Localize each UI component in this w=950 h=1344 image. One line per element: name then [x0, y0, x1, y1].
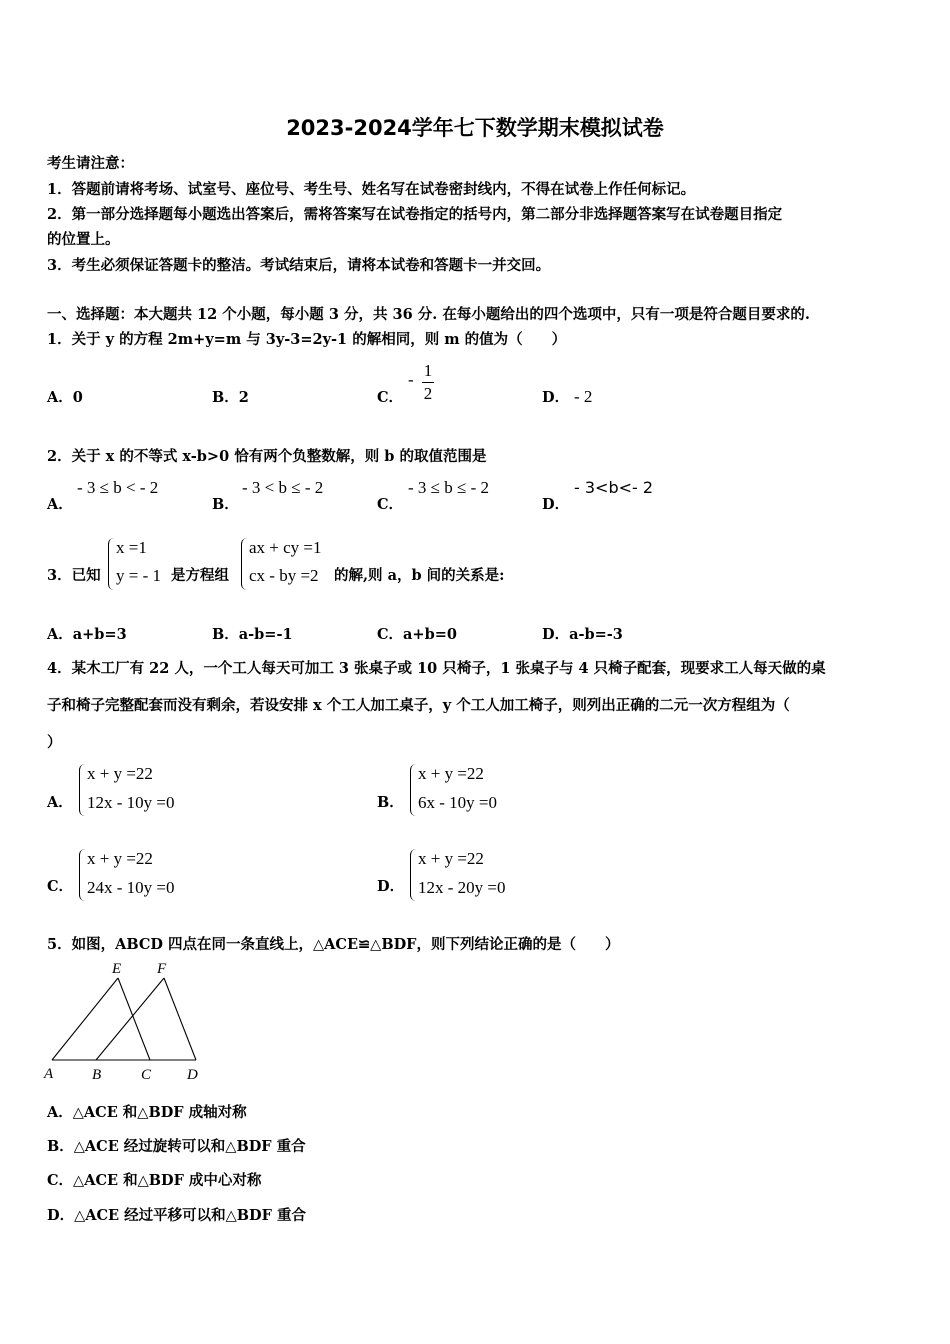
q3-equation-line-2: cx - by =2 [249, 566, 319, 585]
q4-option-d-line-2: 12x - 20y =0 [418, 878, 506, 897]
q3-mid-text: 是方程组 [171, 567, 229, 584]
q4-option-b-label: B． [377, 794, 404, 811]
q5-stem: 5．如图，ABCD 四点在同一条直线上，△ACE≌△BDF，则下列结论正确的是（ ） [47, 936, 620, 953]
q4-option-b-brace [410, 764, 417, 816]
q5-point-f: F [157, 961, 167, 977]
q4-option-d-line-1: x + y =22 [418, 849, 484, 868]
notice-item-2: 2．第一部分选择题每小题选出答案后，需将答案写在试卷指定的括号内，第二部分非选择题答案写在试卷题目指定 [47, 206, 783, 223]
q3-option-b: B．a-b=-1 [212, 626, 293, 643]
q4-stem-line-1: 4．某木工厂有 22 人，一个工人每天可加工 3 张桌子或 10 只椅子，1 张桌子与 4 只椅子配套，现要求工人每天做的桌 [47, 660, 826, 677]
q2-option-b-value: - 3 < b ≤ - 2 [242, 478, 324, 497]
q5-figure [40, 958, 220, 1086]
q5-option-a: A．△ACE 和△BDF 成轴对称 [47, 1104, 247, 1121]
q3-prefix: 3．已知 [47, 567, 101, 584]
q4-option-d-label: D． [377, 878, 405, 895]
notice-heading: 考生请注意： [47, 155, 134, 172]
q1-option-c-label: C． [377, 389, 404, 406]
q3-solution-system [108, 538, 170, 590]
q3-option-d: D．a-b=-3 [542, 626, 623, 643]
q4-option-b-system [410, 764, 530, 816]
q4-option-b-line-2: 6x - 10y =0 [418, 793, 497, 812]
notice-item-3: 3．考生必须保证答题卡的整洁。考试结束后，请将本试卷和答题卡一并交回。 [47, 257, 551, 274]
q5-point-a: A [44, 1066, 54, 1082]
q4-option-d-brace [410, 849, 417, 901]
q4-option-a-line-1: x + y =22 [87, 764, 153, 783]
q3-equation-system [241, 538, 333, 590]
q3-solution-line-1: x =1 [116, 538, 147, 557]
q1-option-b: B．2 [212, 389, 249, 406]
q3-equation-line-1: ax + cy =1 [249, 538, 322, 557]
notice-item-2-cont: 的位置上。 [47, 231, 120, 248]
q4-option-a-brace [79, 764, 86, 816]
q2-option-d-value: - 3<b<- 2 [574, 478, 654, 497]
q2-option-b-label: B． [212, 496, 239, 513]
q5-point-c: C [141, 1067, 152, 1083]
q4-option-a-line-2: 12x - 10y =0 [87, 793, 175, 812]
q4-option-c-line-2: 24x - 10y =0 [87, 878, 175, 897]
q3-equation-brace [241, 538, 248, 590]
q2-option-a-label: A． [47, 496, 73, 513]
q4-option-c-line-1: x + y =22 [87, 849, 153, 868]
q2-option-d-label: D． [542, 496, 570, 513]
q5-option-d: D．△ACE 经过平移可以和△BDF 重合 [47, 1207, 306, 1224]
q4-option-a-label: A． [47, 794, 73, 811]
q5-segment-ae [52, 978, 118, 1060]
q1-stem: 1．关于 y 的方程 2m+y=m 与 3y-3=2y-1 的解相同，则 m 的值为（ ） [47, 331, 567, 348]
q2-option-c-label: C． [377, 496, 404, 513]
q5-segment-bf [96, 978, 164, 1060]
q5-point-e: E [112, 961, 122, 977]
q1-fraction-bar [422, 382, 434, 383]
q4-option-d-system [410, 849, 540, 901]
q1-option-a: A．0 [47, 389, 83, 406]
q5-option-b: B．△ACE 经过旋转可以和△BDF 重合 [47, 1138, 306, 1155]
q3-option-c: C．a+b=0 [377, 626, 457, 643]
q1-option-d-label: D． [542, 389, 570, 406]
q1-option-c-sign: - [408, 370, 414, 389]
q2-option-c-value: - 3 ≤ b ≤ - 2 [408, 478, 489, 497]
q5-point-b: B [92, 1067, 102, 1083]
q4-stem-line-2: 子和椅子完整配套而没有剩余，若设安排 x 个工人加工桌子，y 个工人加工椅子，则列出正确的二元一次方程组为（ [47, 697, 790, 714]
q4-option-c-brace [79, 849, 86, 901]
q5-segment-fd [164, 978, 196, 1060]
q4-stem-line-3: ） [47, 734, 62, 751]
q5-option-c: C．△ACE 和△BDF 成中心对称 [47, 1172, 262, 1189]
q2-option-a-value: - 3 ≤ b < - 2 [77, 478, 159, 497]
q1-option-d-value: - 2 [574, 387, 593, 406]
q3-solution-brace [108, 538, 115, 590]
q3-option-a: A．a+b=3 [47, 626, 127, 643]
q1-fraction-denominator: 2 [423, 384, 433, 403]
q1-option-c-fraction [421, 361, 435, 404]
q2-stem: 2．关于 x 的不等式 x-b>0 恰有两个负整数解，则 b 的取值范围是 [47, 448, 487, 465]
q5-segment-ec [118, 978, 150, 1060]
q4-option-c-system [79, 849, 199, 901]
q5-point-d: D [187, 1067, 198, 1083]
page-title: 2023-2024学年七下数学期末模拟试卷 [286, 116, 664, 140]
q3-suffix: 的解,则 a，b 间的关系是: [334, 567, 505, 584]
q3-solution-line-2: y = - 1 [116, 566, 161, 585]
section-heading: 一、选择题：本大题共 12 个小题，每小题 3 分，共 36 分. 在每小题给出的四个选项中，只有一项是符合题目要求的. [47, 306, 810, 323]
q4-option-a-system [79, 764, 199, 816]
q1-fraction-numerator: 1 [423, 361, 433, 380]
q4-option-b-line-1: x + y =22 [418, 764, 484, 783]
notice-item-1: 1．答题前请将考场、试室号、座位号、考生号、姓名写在试卷密封线内，不得在试卷上作任何标记。 [47, 181, 696, 198]
q4-option-c-label: C． [47, 878, 74, 895]
